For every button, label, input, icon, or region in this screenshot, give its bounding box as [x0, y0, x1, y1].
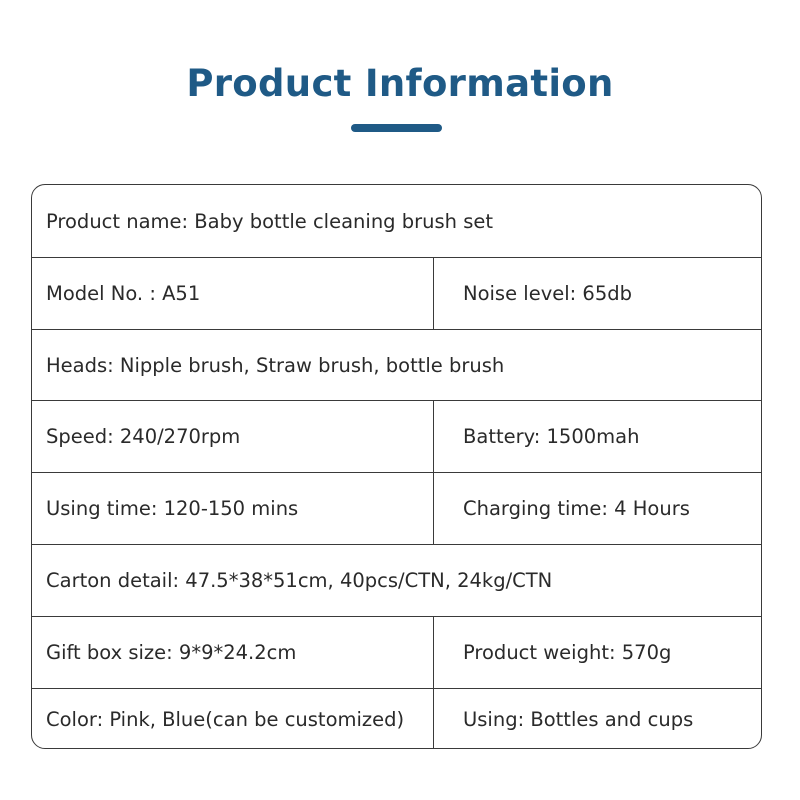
speed-cell: Speed: 240/270rpm [32, 401, 434, 472]
table-row-carton [32, 545, 761, 617]
using-time-cell: Using time: 120-150 mins [32, 473, 434, 544]
carton-detail-cell: Carton detail: 47.5*38*51cm, 40pcs/CTN, 24kg/CTN [46, 569, 553, 592]
product-weight-cell: Product weight: 570g [463, 641, 672, 664]
table-row-color [32, 689, 761, 749]
title-underline [351, 124, 442, 132]
table-row-speed [32, 401, 761, 473]
color-cell: Color: Pink, Blue(can be customized) [32, 689, 434, 749]
product-name-cell: Product name: Baby bottle cleaning brush set [46, 209, 494, 233]
battery-cell: Battery: 1500mah [463, 425, 640, 448]
spec-table [31, 184, 762, 749]
heads-cell: Heads: Nipple brush, Straw brush, bottle brush [46, 353, 505, 377]
gift-box-size-cell: Gift box size: 9*9*24.2cm [32, 617, 434, 688]
model-no-cell: Model No. : A51 [32, 258, 434, 329]
table-row-product-name [32, 185, 761, 258]
charging-time-cell: Charging time: 4 Hours [463, 497, 690, 520]
table-row-box [32, 617, 761, 689]
table-row-heads [32, 330, 761, 401]
noise-level-cell: Noise level: 65db [463, 282, 632, 305]
table-row-model [32, 258, 761, 330]
table-row-time [32, 473, 761, 545]
using-cell: Using: Bottles and cups [463, 708, 694, 731]
page-title: Product Information [186, 62, 614, 105]
